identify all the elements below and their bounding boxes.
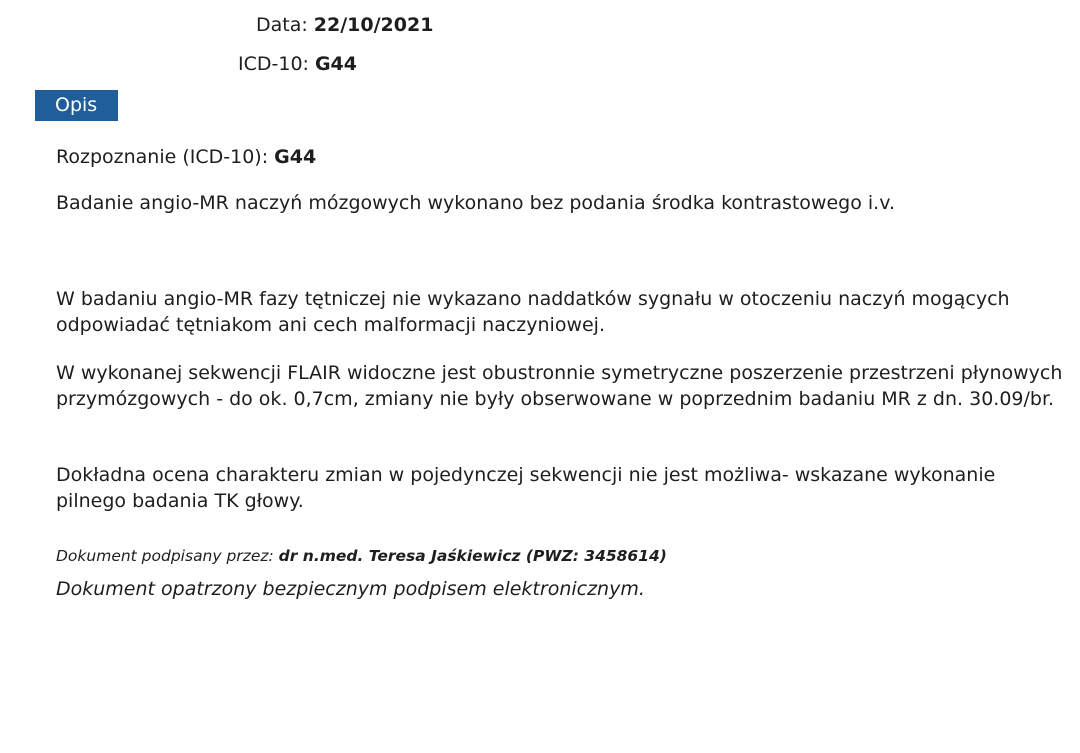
icd-value: G44 — [314, 53, 357, 75]
icd-row — [238, 53, 357, 75]
diagnosis-code: G44 — [274, 146, 317, 168]
date-value: 22/10/2021 — [313, 14, 434, 36]
date-label: Data: — [256, 14, 308, 36]
paragraph-recommendation: Dokładna ocena charakteru zmian w pojedynczej sekwencji nie jest możliwa- wskazane wykonanie pilnego badania TK głowy. — [56, 464, 996, 512]
diagnosis-line — [56, 144, 1071, 170]
paragraph-technique: Badanie angio-MR naczyń mózgowych wykonano bez podania środka kontrastowego i.v. — [56, 192, 896, 214]
paragraph-angio-findings: W badaniu angio-MR fazy tętniczej nie wykazano naddatków sygnału w otoczeniu naczyń mogących odpowiadać tętniakom ani cech malformacji naczyniowej. — [56, 288, 1010, 336]
signature-line — [56, 547, 667, 565]
signature-label: Dokument podpisany przez: — [56, 547, 274, 565]
date-row — [256, 14, 433, 36]
diagnosis-label: Rozpoznanie (ICD-10): — [56, 146, 269, 168]
paragraph-flair-findings: W wykonanej sekwencji FLAIR widoczne jest obustronnie symetryczne poszerzenie przestrzeni płynowych przymózgowych - do ok. 0,7cm, zmiany nie były obserwowane w poprzednim badaniu MR z dn. 30.09/br. — [56, 362, 1063, 410]
section-badge-opis: Opis — [35, 90, 118, 121]
electronic-signature-note: Dokument opatrzony bezpiecznym podpisem elektronicznym. — [56, 578, 645, 600]
icd-label: ICD-10: — [238, 53, 309, 75]
signer-name: dr n.med. Teresa Jaśkiewicz (PWZ: 3458614) — [278, 547, 667, 565]
